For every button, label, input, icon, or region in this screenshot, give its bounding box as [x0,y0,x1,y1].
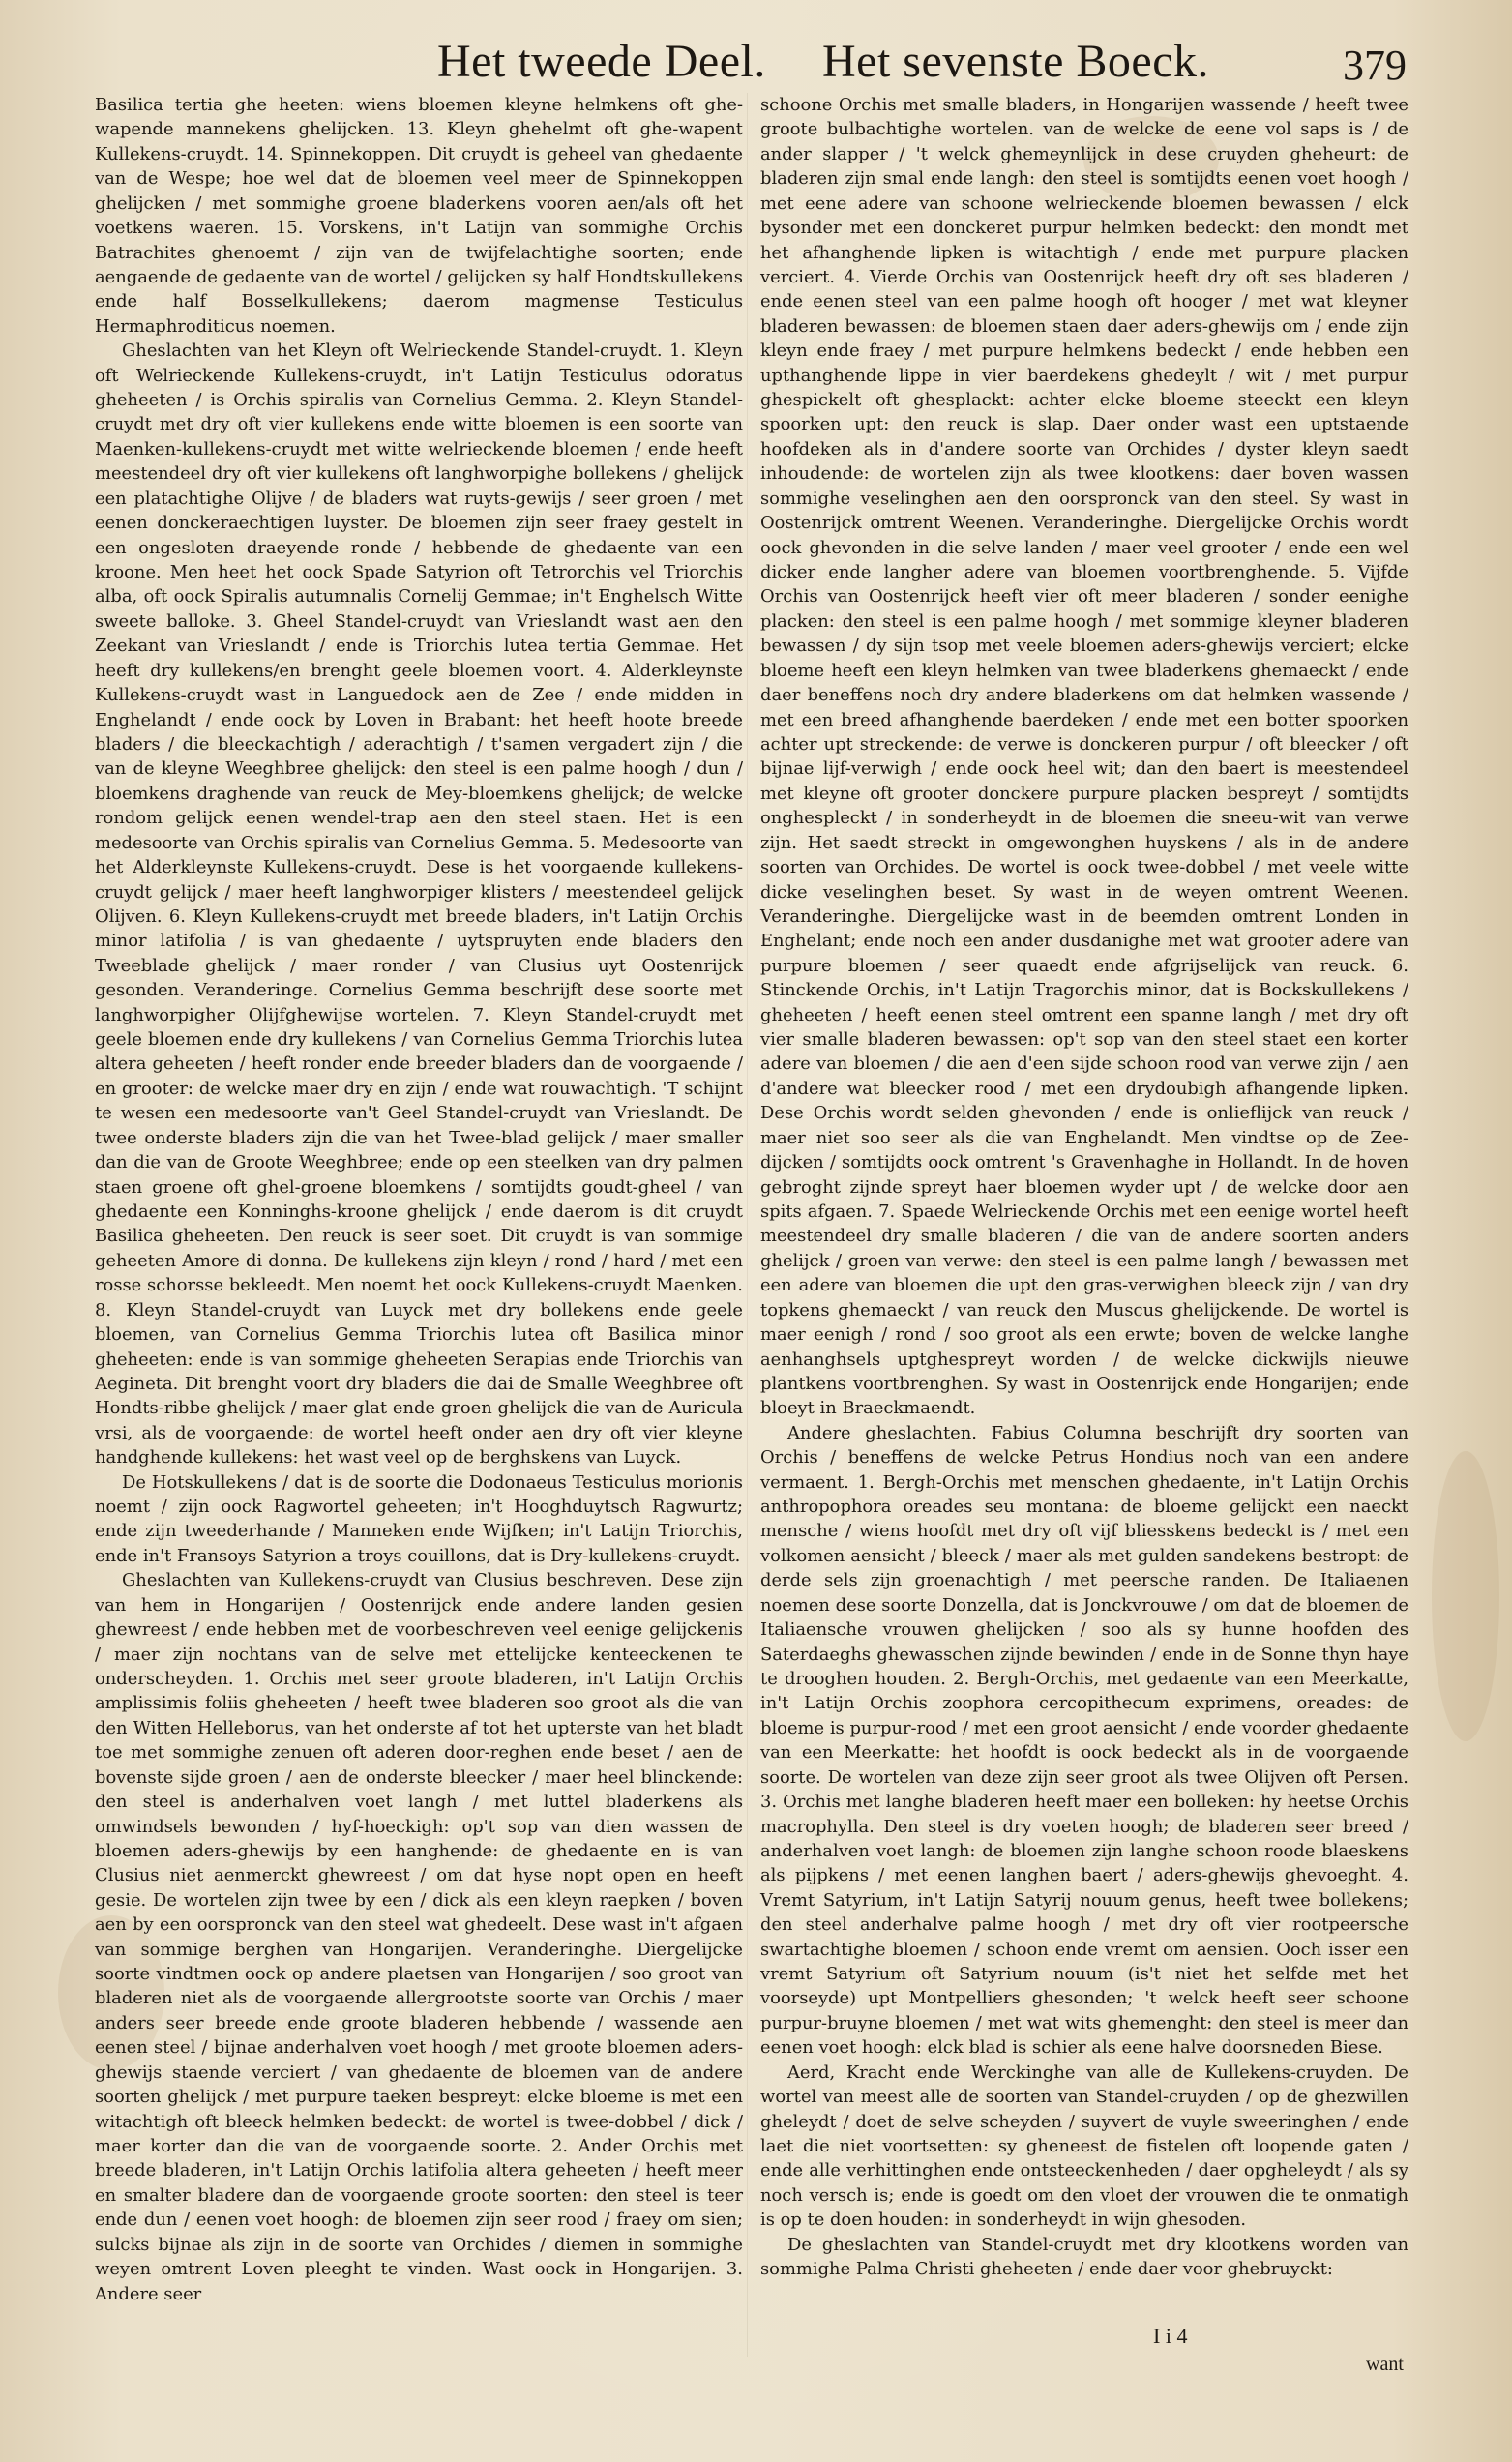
paragraph: Andere gheslachten. Fabius Columna beschrijft dry soorten van Orchis / beneffens de welcke Petrus Hondius noch van een andere vermaent. 1. Bergh-Orchis met menschen ghedaente, in't Latijn Orchis anthropophora oreades seu montana: de bloeme gelijckt een naeckt mensche / wiens hoofdt met dry oft vijf bliesskens bedeckt is / met een volkomen aensicht / bleeck / maer als met gulden sandekens bestropt: de derde sels zijn groenachtigh / met peersche randen. De Italiaenen noemen dese soorte Donzella, dat is Jonckvrouwe / om dat de bloemen de Italiaensche vrouwen ghelijcken / soo als sy hunne hoofden des Saterdaeghs ghewasschen zijnde bewinden / ende in de Sonne thyn haye te drooghen houden. 2. Bergh-Orchis, met gedaente van een Meerkatte, in't Latijn Orchis zoophora cercopithecum exprimens, oreades: de bloeme is purpur-rood / met een groot aensicht / ende voorder ghedaente van een Meerkatte: het hoofdt is oock bedeckt als in de voorgaende soorte. De wortelen van deze zijn seer groot als twee Olijven oft Persen. 3. Orchis met langhe bladeren heeft maer een bolleken: hy heetse Orchis macrophylla. Den steel is dry voeten hoogh; de bladeren seer breed / anderhalven voet langh: de bloemen zijn langhe schoon roode blaeskens als pijpkens / met eenen langhen baert / aders-ghewijs ghevoeght. 4. Vremt Satyrium, in't Latijn Satyrij nouum genus, heeft twee bollekens; den steel anderhalve palme hoogh / met dry oft vier rootpeersche swartachtighe bloemen / schoon ende vremt om aensien. Ooch isser een vremt Satyrium oft Satyrium nouum (is't niet het selfde met het voorseyde) upt Montpelliers ghesonden; 't welck heeft seer schoone purpur-bruyne bloemen / met wat wits ghemenght: den steel is meer dan eenen voet hoogh: elck blad is schier als eene halve doorsneden Biese. [760,1422,1408,2059]
page-number: 379 [1343,42,1407,89]
paragraph: De Hotskullekens / dat is de soorte die Dodonaeus Testiculus morionis noemt / zijn oock Ragwortel geheeten; in't Hooghduytsch Ragwurtz; ende zijn tweederhande / Manneken ende Wijfken; in't Latijn Triorchis, ende in't Fransoys Satyrion a troys couillons, dat is Dry-kullekens-cruydt. [95,1471,743,1566]
left-column [95,93,743,2306]
paragraph: Basilica tertia ghe heeten: wiens bloemen kleyne helmkens oft ghe-wapende mannekens ghelijcken. 13. Kleyn ghehelmt oft ghe-wapent Kullekens-cruydt. 14. Spinnekoppen. Dit cruydt is geheel van ghedaente van de Wespe; hoe wel dat de bloemen veel meer de Spinnekoppen ghelijcken / met sommighe groene bladerkens vooren aen/als oft het voetkens waeren. 15. Vorskens, in't Latijn van sommighe Orchis Batrachites ghenoemt / zijn van de twijfelachtighe soorten; ende aengaende de gedaente van de wortel / gelijcken sy half Hondtskullekens ende half Bosselkullekens; daerom magmense Testiculus Hermaphroditicus noemen. [95,95,743,337]
catchword: want [1366,2354,1404,2375]
signature-mark: I i 4 [1153,2324,1188,2348]
paragraph: Gheslachten van het Kleyn oft Welrieckende Standel-cruydt. 1. Kleyn oft Welrieckende Kullekens-cruydt, in't Latijn Testiculus odoratus gheheeten / is Orchis spiralis van Cornelius Gemma. 2. Kleyn Standel-cruydt met dry oft vier kullekens ende witte bloemen is een soorte van Maenken-kullekens-cruydt met witte welrieckende bloemen / ende heeft meestendeel dry oft vier kullekens oft langhworpighe bollekens / ghelijck een platachtighe Olijve / de bladers wat ruyts-gewijs / seer groen / met eenen donckeraechtigen luyster. De bloemen zijn seer fraey gestelt in een ongesloten draeyende ronde / hebbende de ghedaente van een kroone. Men heet het oock Spade Satyrion oft Tetrorchis vel Triorchis alba, oft oock Spiralis autumnalis Cornelij Gemmae; in't Enghelsch Witte sweete balloke. 3. Gheel Standel-cruydt van Vrieslandt wast aen den Zeekant van Vrieslandt / ende is Triorchis lutea tertia Gemmae. Het heeft dry kullekens/en brenght geele bloemen voort. 4. Alderkleynste Kullekens-cruydt wast in Languedock aen de Zee / ende midden in Enghelandt / ende oock by Loven in Brabant: het heeft hoote breede bladers / die bleeckachtigh / aderachtigh / t'samen vergadert zijn / die van de kleyne Weeghbree ghelijck: den steel is een palme hoogh / dun / bloemkens draghende van reuck de Mey-bloemkens ghelijck; de welcke rondom gelijck eenen wendel-trap aen den steel staen. Het is een medesoorte van Orchis spiralis van Cornelius Gemma. 5. Medesoorte van het Alderkleynste Kullekens-cruydt. Dese is het voorgaende kullekens-cruydt gelijck / maer heeft langhworpiger klisters / meestendeel gelijck Olijven. 6. Kleyn Kullekens-cruydt met breede bladers, in't Latijn Orchis minor latifolia / is van ghedaente / uytspruyten ende bladers den Tweeblade ghelijck / maer ronder / van Clusius uyt Oostenrijck gesonden. Veranderinge. Cornelius Gemma beschrijft dese soorte met langhworpigher Olijfghewijse wortelen. 7. Kleyn Standel-cruydt met geele bloemen ende dry kullekens / van Cornelius Gemma Triorchis lutea altera geheeten / heeft ronder ende breeder bladers dan de voorgaende / en grooter: de welcke maer dry en zijn / ende wat rouwachtigh. 'T schijnt te wesen een medesoorte van't Geel Standel-cruydt van Vrieslandt. De twee onderste bladers zijn die van het Twee-blad gelijck / maer smaller dan die van de Groote Weeghbree; ende op een steelken van dry palmen staen groene oft ghel-groene bloemkens / somtijdts goudt-gheel / van ghedaente een Konninghs-kroone ghelijck / ende daerom is dit cruydt Basilica gheheeten. Den reuck is seer soet. Dit cruydt is van sommige geheeten Amore di donna. De kullekens zijn kleyn / rond / hard / met een rosse schorsse bekleedt. Men noemt het oock Kullekens-cruydt Maenken. 8. Kleyn Standel-cruydt van Luyck met dry bollekens ende geele bloemen, van Cornelius Gemma Triorchis lutea oft Basilica minor gheheeten: ende is van sommige gheheeten Serapias ende Triorchis van Aegineta. Dit brenght voort dry bladers die dai de Smalle Weeghbree oft Hondts-ribbe ghelijck / maer glat ende groen ghelijck die van de Auricula vrsi, als de voorgaende: de wortel heeft onder aen dry oft vier kleyne handghende kullekens: het wast veel op de berghskens van Luyck. [95,341,743,1468]
header-right-title: Het sevenste Boeck. [822,36,1210,87]
paragraph: Aerd, Kracht ende Werckinghe van alle de Kullekens-cruyden. De wortel van meest alle de soorten van Standel-cruyden / op de ghezwillen gheleydt / doet de selve scheyden / suyvert de vuyle sweeringhen / ende laet die niet voortsetten: sy gheneest de fistelen oft loopende gaten / ende alle verhittinghen ende ontsteeckenheden / daer opgheleydt / als sy noch versch is; ende is goedt om den vloet der vrouwen die te onmatigh is op te doen houden: in sonderheydt in wijn ghesoden. [760,2062,1408,2231]
paragraph: De gheslachten van Standel-cruydt met dry klootkens worden van sommighe Palma Christi gheheeten / ende daer voor ghebruyckt: [760,2234,1408,2280]
running-header [0,27,1512,95]
paragraph: Gheslachten van Kullekens-cruydt van Clusius beschreven. Dese zijn van hem in Hongarijen / Oostenrijck ende andere landen gesien ghewreest / ende hebben met de voorbeschreven veel eenige gelijckenis / maer zijn nochtans van de selve met ettelijcke kenteeckenen te onderscheyden. 1. Orchis met seer groote bladeren, in't Latijn Orchis amplissimis foliis gheheeten / heeft twee bladeren soo groot als die van den Witten Helleborus, van het onderste af tot het upterste van het bladt toe met sommighe zenuen oft aderen door-reghen ende beset / aen de bovenste sijde groen / aen de onderste bleecker / maer heel blinckende: den steel is anderhalven voet langh / met luttel bladerkens als omwindsels bewonden / hyf-hoeckigh: op't sop van dien wassen de bloemen aders-ghewijs by een hanghende: de ghedaente en is van Clusius niet aenmerckt ghewreest / om dat hyse nopt open en heeft gesie. De wortelen zijn twee by een / dick als een kleyn raepken / boven aen by een oorspronck van den steel wat ghedeelt. Dese wast in't afgaen van sommige berghen van Hongarijen. Veranderinghe. Diergelijcke soorte vindtmen oock op andere plaetsen van Hongarijen / soo groot van bladeren niet als de voorgaende allergrootste soorte van Orchis / maer anders seer breede ende groote bladeren hebbende / wassende aen eenen steel / bijnae anderhalven voet hoogh / met groote bloemen aders-ghewijs staende verciert / van ghedaente de bloemen van de andere soorten ghelijck / met purpure taeken bespreyt: elcke bloeme is met een witachtigh oft bleeck helmken bedeckt: de wortel is twee-dobbel / dick / maer korter dan die van de voorgaende soorte. 2. Ander Orchis met breede bladeren, in't Latijn Orchis latifolia altera geheeten / heeft meer en smalter bladere dan de voorgaende groote soorten: den steel is teer ende dun / eenen voet hoogh: de bloemen zijn seer rood / fraey om sien; sulcks bijnae als zijn in de soorte van Orchides / diemen in sommighe weyen omtrent Loven pleeght te vinden. Wast oock in Hongarijen. 3. Andere seer [95,1570,743,2304]
right-column [760,93,1408,2282]
paragraph: schoone Orchis met smalle bladers, in Hongarijen wassende / heeft twee groote bulbachtighe wortelen. van de welcke de eene vol saps is / de ander slapper / 't welck ghemeynlijck in dese cruyden gheheurt: de bladeren zijn smal ende langh: den steel is somtijdts eenen voet hoogh / met eene adere van schoone welrieckende bloemen bewassen / elck bysonder met een donckeret purpur helmken bedeckt: den mondt met het afhanghende lipken is witachtigh / ende met purpure placken verciert. 4. Vierde Orchis van Oostenrijck heeft dry oft ses bladeren / ende eenen steel van een palme hoogh oft hooger / met wat kleyner bladeren bewassen: de bloemen staen daer aders-ghewijs om / ende zijn kleyn ende fraey / met purpure helmkens bedeckt / ende hebben een upthanghende lippe in vier baerdekens ghedeylt / wit / met purpur ghespickelt oft ghesplackt: achter elcke bloeme steeckt een kleyn spoorken upt: den reuck is slap. Daer onder wast een uptstaende hoofdeken als in d'andere soorte van Orchides / dyster kleyn saedt inhoudende: de wortelen zijn als twee klootkens: daer boven wassen sommighe veselinghen aen den oorspronck van den steel. Sy wast in Oostenrijck omtrent Weenen. Veranderinghe. Diergelijcke Orchis wordt oock ghevonden in die selve landen / maer veel grooter / ende een wel dicker ende langher adere van bloemen voortbrenghende. 5. Vijfde Orchis van Oostenrijck heeft vier oft meer bladeren / sonder eenighe placken: den steel is een palme hoogh / met sommige kleyner bladeren bewassen / dy sijn tsop met veele bloemen aders-ghewijs verciert; elcke bloeme heeft een kleyn helmken van twee bladerkens ghemaeckt / ende daer beneffens noch dry andere bladerkens om dat helmken wassende / met een breed afhanghende baerdeken / ende met een botter spoorken achter upt streckende: de verwe is donckeren purpur / oft bleecker / oft bijnae lijf-verwigh / ende oock heel wit; dan den baert is meestendeel met kleyne oft grooter donckere purpure placken bespreyt / somtijdts onghespleckt / in sonderheydt in de bloemen die sneeu-wit van verwe zijn. Het saedt streckt in omgewonghen huyskens / als in de andere soorten van Orchides. De wortel is oock twee-dobbel / met veele witte dicke veselinghen beset. Sy wast in de weyen omtrent Weenen. Veranderinghe. Diergelijcke wast in de beemden omtrent Londen in Enghelant; ende noch een ander dusdanighe met wat grooter adere van purpure bloemen / seer quaedt ende afgrijselijck van reuck. 6. Stinckende Orchis, in't Latijn Tragorchis minor, dat is Bockskullekens / gheheeten / heeft eenen steel omtrent een spanne langh / met dry oft vier smalle bladeren bewassen: op't sop van den steel staet een korter adere van bloemen / die aen d'een sijde schoon rood van verwe zijn / aen d'andere wat bleecker rood / met een drydoubigh afhangende lipken. Dese Orchis wordt selden ghevonden / ende is onlieflijck van reuck / maer niet soo seer als die van Enghelandt. Men vindtse op de Zee-dijcken / somtijdts oock omtrent 's Gravenhaghe in Hollandt. In de hoven gebroght zijnde spreyt haer bloemen wyder upt / de welcke door aen spits afgaen. 7. Spaede Welrieckende Orchis met een eenige wortel heeft meestendeel dry smalle bladeren / die van de andere soorten anders ghelijck / groen van verwe: den steel is een palme langh / bewassen met een adere van bloemen die upt den gras-verwighen bleeck zijn / van dry topkens ghemaeckt / van reuck den Muscus ghelijckende. De wortel is maer eenigh / rond / soo groot als een erwte; boven de welcke langhe aenhanghsels uptghespreyt worden / de welcke dickwijls nieuwe plantkens voortbrenghen. Sy wast in Oostenrijck ende Hongarijen; ende bloeyt in Braeckmaendt. [760,95,1408,1419]
header-left-title: Het tweede Deel. [437,36,766,87]
paper-stain [1432,1451,1499,1741]
column-gutter [747,93,748,2357]
